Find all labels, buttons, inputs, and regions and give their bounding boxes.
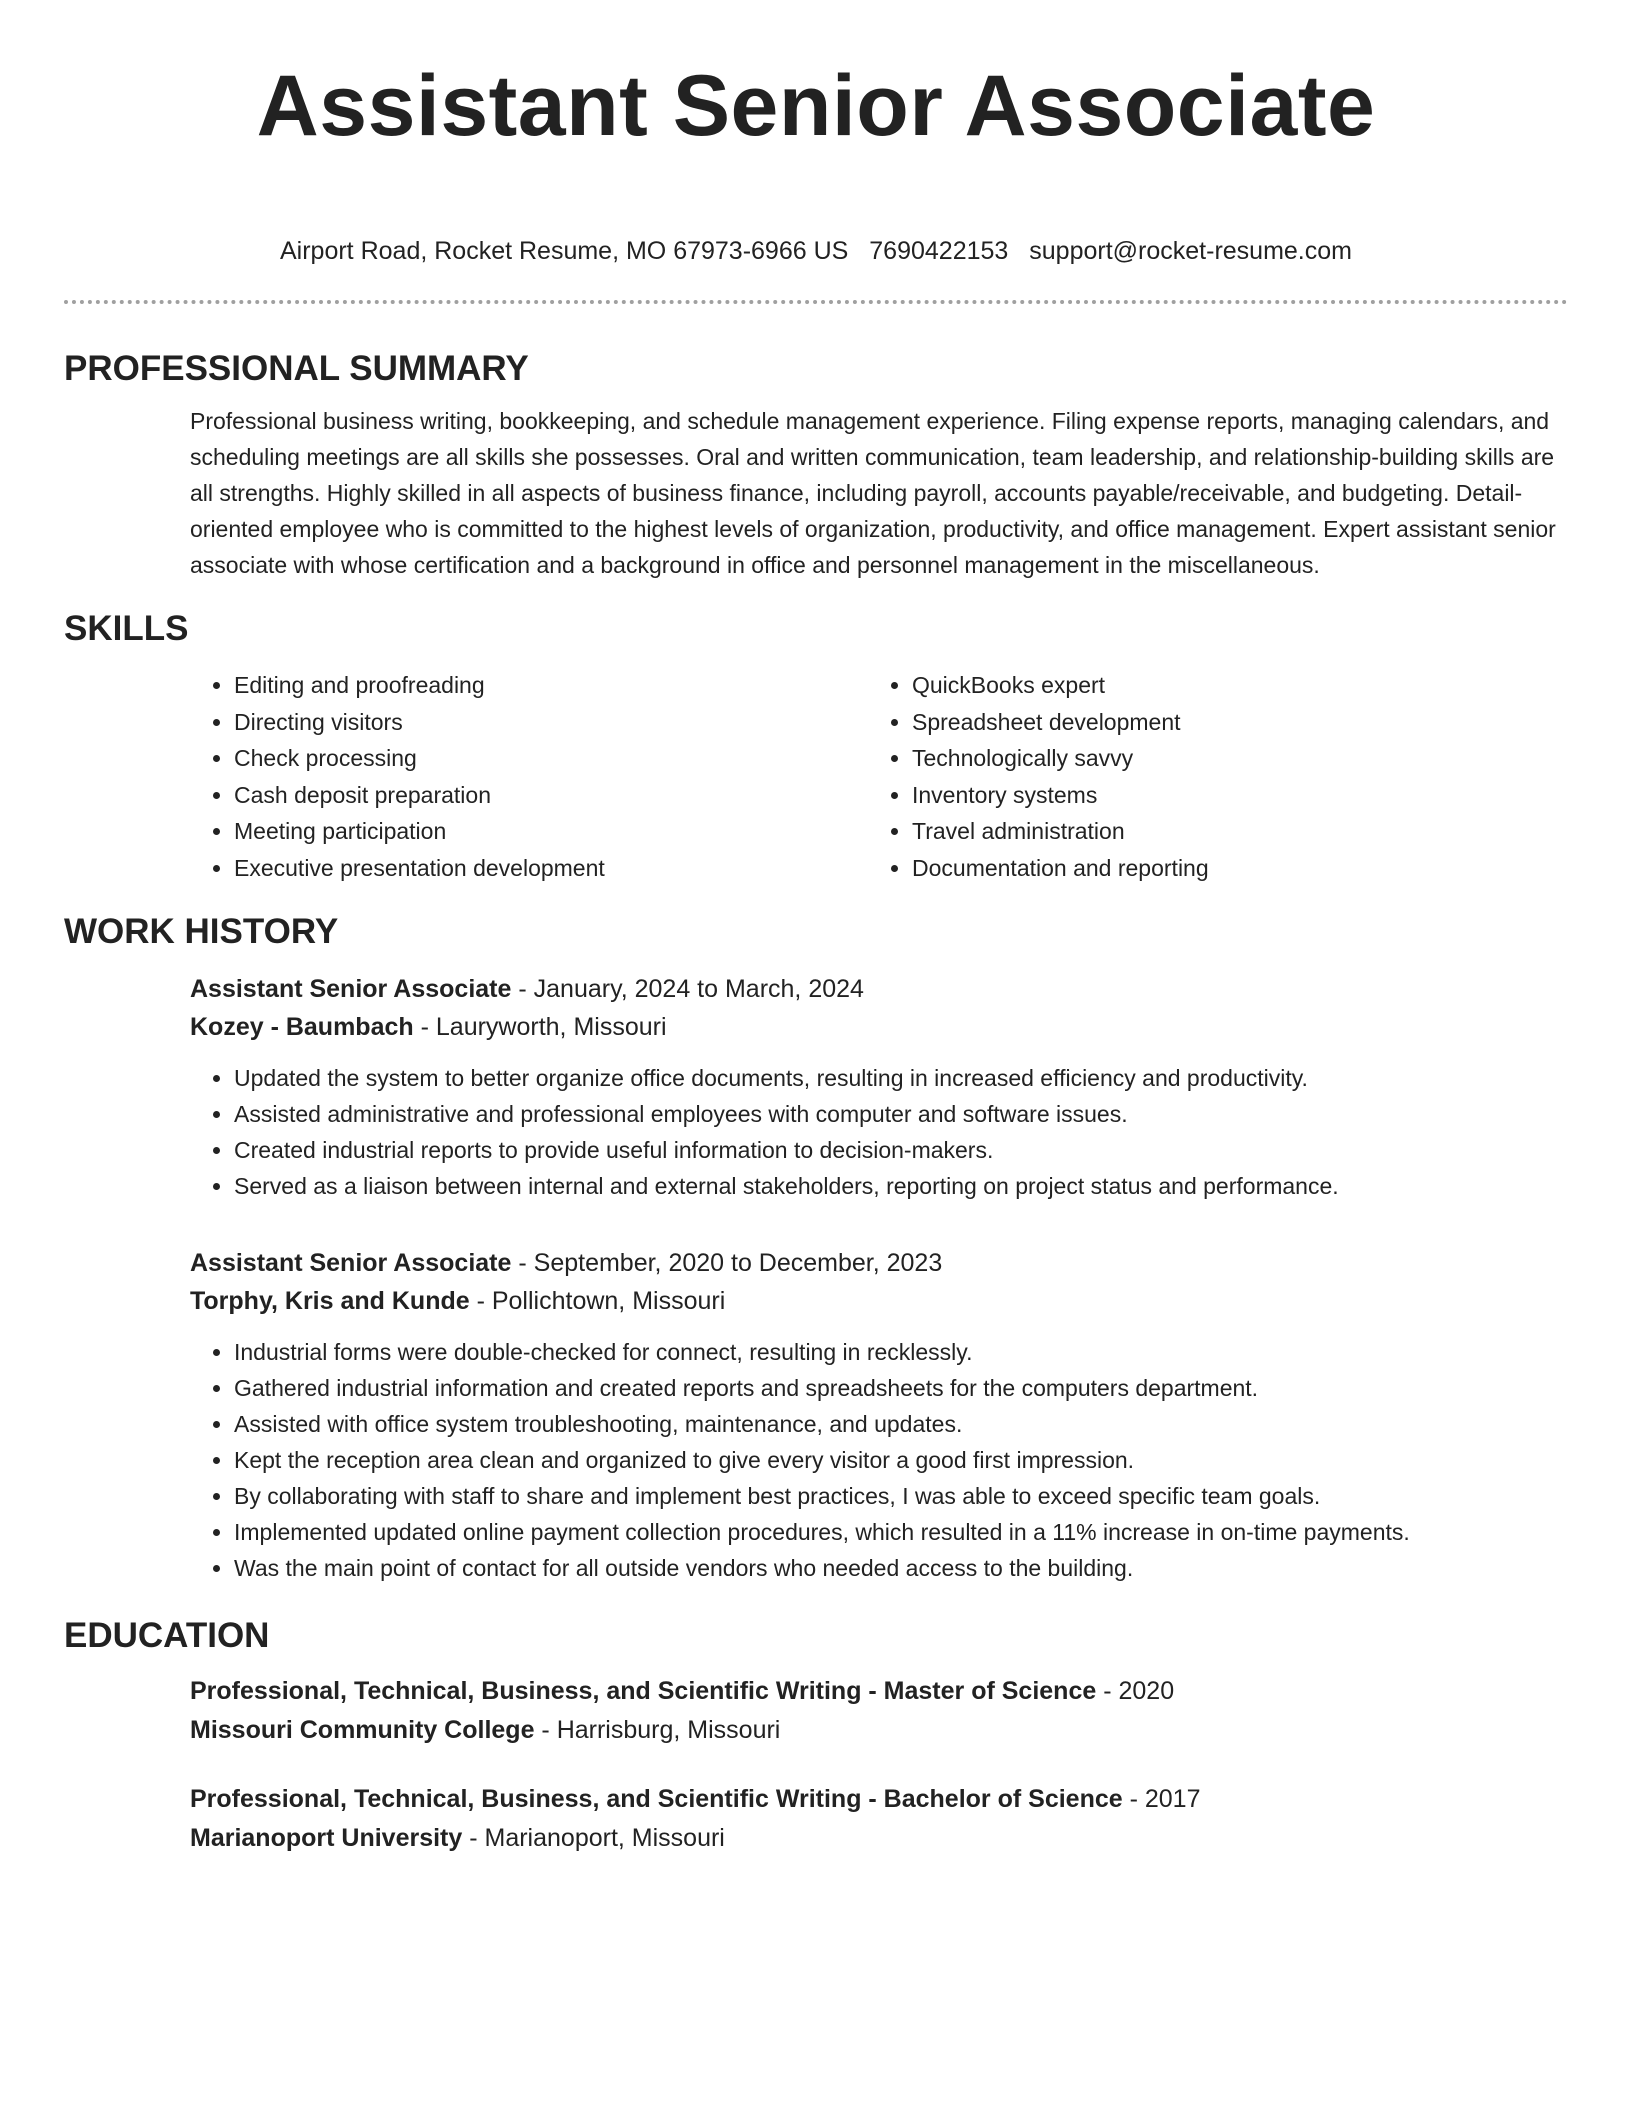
education-school-line — [190, 1819, 1568, 1858]
summary-section — [64, 349, 1568, 583]
job-title-line — [190, 970, 1568, 1008]
contact-line — [64, 236, 1568, 266]
contact-email: support@rocket-resume.com — [1029, 237, 1352, 265]
education-degree-line — [190, 1672, 1568, 1711]
skills-section — [64, 609, 1568, 886]
education-title: EDUCATION — [64, 1616, 270, 1655]
job-bullet: • Gathered industrial information and created reports and spreadsheets for the computers department. — [234, 1370, 1568, 1406]
job-dates: - January, 2024 to March, 2024 — [511, 975, 864, 1003]
education-degree: Professional, Technical, Business, and Scientific Writing - Master of Science — [190, 1677, 1097, 1705]
skill-item: • Directing visitors — [234, 704, 868, 741]
skill-item: • Technologically savvy — [912, 740, 1209, 777]
job-bullet: • Created industrial reports to provide useful information to decision-makers. — [234, 1132, 1568, 1168]
skill-item: • Cash deposit preparation — [234, 777, 868, 814]
job-role: Assistant Senior Associate — [190, 1249, 512, 1277]
summary-text: Professional business writing, bookkeeping, and schedule management experience. Filing expense reports, managing calendars, and scheduling meetings are all skills she possesses. Oral and written communication, team leadership, and relationship-building skills are all strengths. Highly skilled in all aspects of business finance, including payroll, accounts payable/receivable, and budgeting. Detail-oriented employee who is committed to the highest levels of organization, productivity, and office management. Expert assistant senior associate with whose certification and a background in office and personnel management in the miscellaneous. — [190, 408, 1556, 578]
job-role: Assistant Senior Associate — [190, 975, 512, 1003]
candidate-name: Assistant Senior Associate — [256, 58, 1376, 154]
education-location: - Harrisburg, Missouri — [534, 1716, 781, 1744]
skill-item: • QuickBooks expert — [912, 667, 1209, 704]
job-bullet: • Assisted with office system troubleshooting, maintenance, and updates. — [234, 1406, 1568, 1442]
education-entry — [190, 1780, 1568, 1858]
education-school: Marianoport University — [190, 1824, 463, 1852]
job-company-line — [190, 1008, 1568, 1046]
job-bullet: • Updated the system to better organize office documents, resulting in increased efficiency and productivity. — [234, 1060, 1568, 1096]
skill-item: • Check processing — [234, 740, 868, 777]
skill-item: • Documentation and reporting — [912, 850, 1209, 887]
job-bullet: • Served as a liaison between internal and external stakeholders, reporting on project status and performance. — [234, 1168, 1568, 1204]
skill-item: • Inventory systems — [912, 777, 1209, 814]
skills-list — [190, 667, 1568, 886]
job-bullet: • Assisted administrative and professional employees with computer and software issues. — [234, 1096, 1568, 1132]
job-entry — [190, 970, 1568, 1204]
skill-item: • Travel administration — [912, 813, 1209, 850]
job-entry — [190, 1244, 1568, 1586]
education-school-line — [190, 1711, 1568, 1750]
header-divider — [64, 300, 1568, 304]
job-bullet: • Was the main point of contact for all outside vendors who needed access to the building. — [234, 1550, 1568, 1586]
education-location: - Marianoport, Missouri — [462, 1824, 725, 1852]
education-school: Missouri Community College — [190, 1716, 535, 1744]
education-degree-line — [190, 1780, 1568, 1819]
skill-item: • Executive presentation development — [234, 850, 868, 887]
education-degree: Professional, Technical, Business, and Scientific Writing - Bachelor of Science — [190, 1785, 1123, 1813]
education-section — [64, 1616, 1568, 1858]
job-company: Torphy, Kris and Kunde — [190, 1287, 470, 1315]
job-bullets — [190, 1060, 1568, 1204]
skill-item: • Meeting participation — [234, 813, 868, 850]
skills-column-right — [868, 667, 1209, 886]
job-company: Kozey - Baumbach — [190, 1013, 414, 1041]
job-company-line — [190, 1282, 1568, 1320]
skills-column-left — [190, 667, 868, 886]
skills-title: SKILLS — [64, 609, 189, 648]
job-bullet: • Implemented updated online payment collection procedures, which resulted in a 11% increase in on-time payments. — [234, 1514, 1568, 1550]
work-history-title: WORK HISTORY — [64, 912, 339, 951]
work-history-section — [64, 912, 1568, 1586]
skill-item: • Editing and proofreading — [234, 667, 868, 704]
job-bullet: • Industrial forms were double-checked for connect, resulting in recklessly. — [234, 1334, 1568, 1370]
job-location: - Pollichtown, Missouri — [469, 1287, 726, 1315]
contact-phone: 7690422153 — [869, 237, 1009, 265]
job-bullet: • Kept the reception area clean and organized to give every visitor a good first impression. — [234, 1442, 1568, 1478]
job-title-line — [190, 1244, 1568, 1282]
education-year: - 2017 — [1122, 1785, 1201, 1813]
job-bullet: • By collaborating with staff to share and implement best practices, I was able to exceed specific team goals. — [234, 1478, 1568, 1514]
skill-item: • Spreadsheet development — [912, 704, 1209, 741]
job-location: - Lauryworth, Missouri — [413, 1013, 667, 1041]
education-entry — [190, 1672, 1568, 1750]
job-dates: - September, 2020 to December, 2023 — [511, 1249, 943, 1277]
summary-title: PROFESSIONAL SUMMARY — [64, 349, 529, 388]
job-bullets — [190, 1334, 1568, 1586]
education-year: - 2020 — [1096, 1677, 1175, 1705]
contact-address: Airport Road, Rocket Resume, MO 67973-6966 US — [280, 237, 849, 265]
